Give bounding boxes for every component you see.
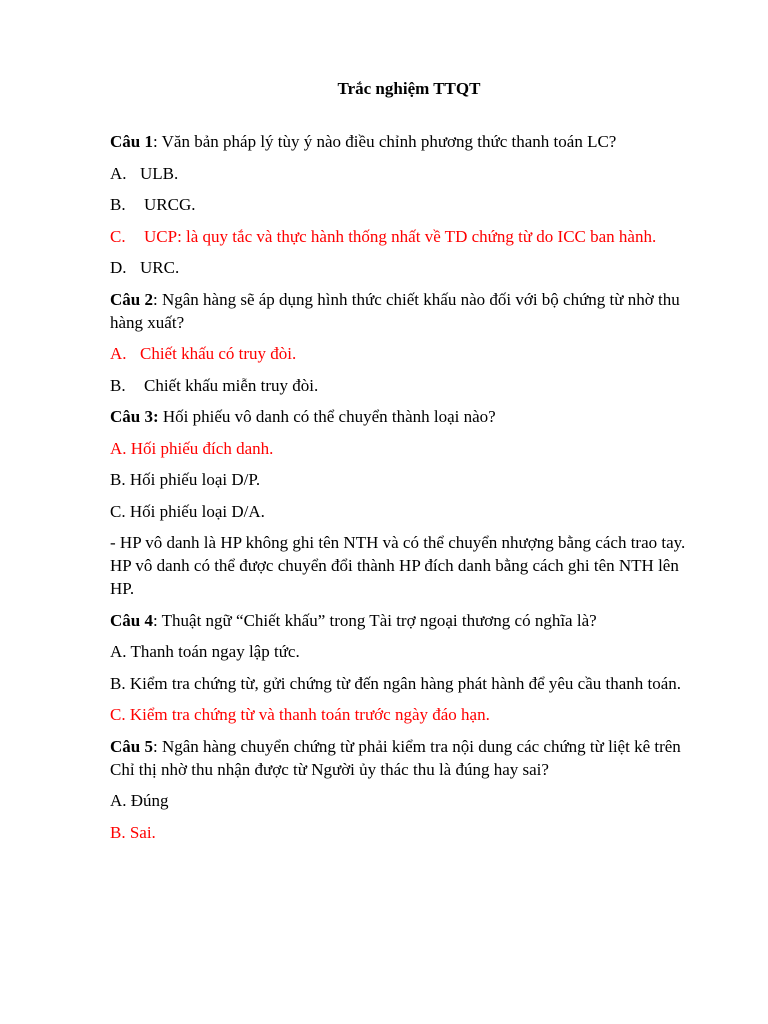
question-3-label: Câu 3: [110, 407, 159, 426]
question-5-label: Câu 5 [110, 736, 153, 756]
question-4-label: Câu 4 [110, 610, 153, 630]
option-text: ULB. [140, 163, 179, 183]
question-1-option-d [110, 256, 700, 279]
question-4-option-b: B. Kiểm tra chứng từ, gửi chứng từ đến ngân hàng phát hành để yêu cầu thanh toán. [110, 673, 682, 693]
document-page [110, 78, 700, 852]
option-letter: A. [110, 163, 127, 183]
question-5-option-b-correct: B. Sai. [110, 822, 156, 842]
option-letter: D. [110, 258, 127, 277]
question-1-option-b [110, 193, 700, 216]
document-title: Trắc nghiệm TTQT [337, 79, 481, 98]
option-text: Chiết khấu miễn truy đòi. [144, 375, 319, 395]
option-text: URCG. [144, 195, 196, 214]
question-3-option-c: C. Hối phiếu loại D/A. [110, 501, 265, 521]
question-3-text: Hối phiếu vô danh có thể chuyển thành loại nào? [158, 407, 496, 426]
question-3 [110, 405, 700, 428]
question-4 [110, 609, 700, 632]
question-1-text: : Văn bản pháp lý tùy ý nào điều chỉnh phương thức thanh toán LC? [152, 132, 617, 151]
option-text: UCP: là quy tắc và thực hành thống nhất về TD chứng từ do ICC ban hành. [144, 226, 657, 246]
question-4-text: : Thuật ngữ “Chiết khấu” trong Tài trợ ngoại thương có nghĩa là? [152, 610, 597, 630]
question-5-option-a: A. Đúng [110, 791, 169, 810]
option-letter: A. [110, 344, 127, 363]
question-2-option-b [110, 374, 700, 397]
option-text: URC. [140, 258, 180, 277]
question-1-label: Câu 1 [110, 132, 153, 151]
question-4-option-a: A. Thanh toán ngay lập tức. [110, 642, 300, 661]
option-letter: B. [110, 195, 126, 214]
question-5-text: : Ngân hàng chuyển chứng từ phải kiểm tra nội dung các chứng từ liệt kê trên Chỉ thị nhờ thu nhận được từ Người ủy thác thu là đúng hay sai? [110, 736, 681, 779]
question-3-option-a-correct: A. Hối phiếu đích danh. [110, 438, 274, 458]
question-2-label: Câu 2 [110, 289, 153, 309]
question-2-option-a-correct [110, 342, 700, 365]
question-3-option-b: B. Hối phiếu loại D/P. [110, 470, 261, 489]
question-1 [110, 130, 700, 153]
question-4-option-c-correct: C. Kiểm tra chứng từ và thanh toán trước ngày đáo hạn. [110, 705, 490, 724]
question-5 [110, 735, 700, 781]
option-text: Chiết khấu có truy đòi. [140, 344, 297, 363]
question-1-option-a [110, 162, 700, 185]
question-3-explanation: - HP vô danh là HP không ghi tên NTH và có thể chuyển nhượng bằng cách trao tay. HP vô danh có thể được chuyển đổi thành HP đích danh bằng cách ghi tên NTH lên HP. [110, 533, 686, 598]
option-letter: B. [110, 375, 126, 395]
question-1-option-c-correct [110, 225, 700, 248]
question-2-text: : Ngân hàng sẽ áp dụng hình thức chiết khấu nào đối với bộ chứng từ nhờ thu hàng xuất? [110, 289, 680, 332]
option-letter: C. [110, 226, 126, 246]
question-2 [110, 288, 700, 334]
